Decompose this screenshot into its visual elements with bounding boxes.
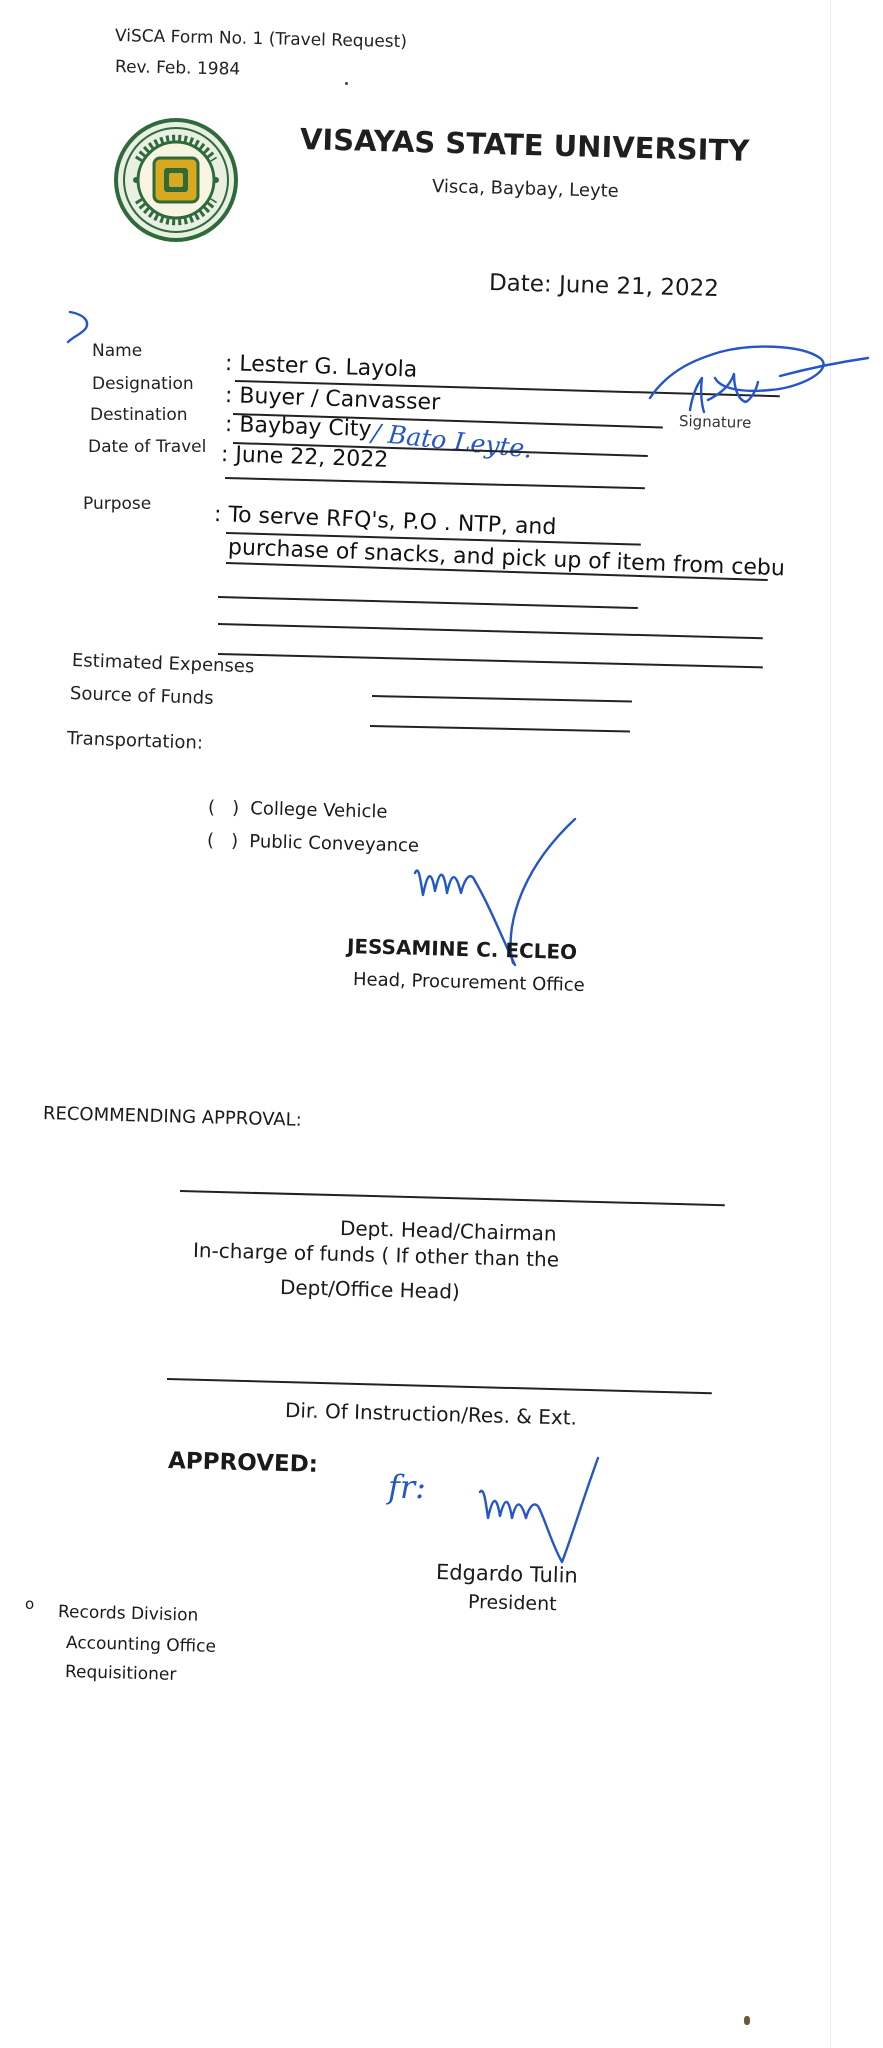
procurement-title: Head, Procurement Office	[352, 969, 585, 997]
name-label: Name	[92, 341, 143, 361]
scan-speck	[744, 2016, 750, 2025]
date-of-travel-label: Date of Travel	[88, 437, 207, 457]
president-name: Edgardo Tulin	[435, 1560, 579, 1588]
distribution-requisitioner: Requisitioner	[64, 1662, 177, 1685]
purpose-line-2: purchase of snacks, and pick up of item from cebu	[227, 535, 786, 582]
paper-sheet	[57, 0, 831, 2048]
president-title: President	[467, 1591, 557, 1616]
destination-value: : Baybay City	[224, 412, 372, 443]
form-code: ViSCA Form No. 1 (Travel Request)	[114, 26, 408, 53]
recommending-approval-label: RECOMMENDING APPROVAL:	[42, 1103, 302, 1131]
approval-handwritten-prefix: fr:	[388, 1468, 426, 1506]
procurement-name: JESSAMINE C. ECLEO	[346, 934, 578, 965]
transportation-label: Transportation:	[66, 728, 204, 754]
college-vehicle-label: College Vehicle	[250, 798, 388, 823]
date-label: Date:	[488, 270, 553, 298]
director-label: Dir. Of Instruction/Res. & Ext.	[284, 1398, 578, 1430]
purpose-label: Purpose	[83, 494, 152, 514]
date-of-travel-value: : June 22, 2022	[220, 442, 389, 473]
signature-label: Signature	[678, 412, 752, 432]
university-address: Visca, Baybay, Leyte	[431, 176, 620, 202]
university-seal	[112, 116, 240, 244]
public-conveyance-checkbox[interactable]: ( )	[206, 830, 239, 852]
destination-label: Destination	[90, 405, 188, 425]
form-revision: Rev. Feb. 1984	[114, 57, 241, 80]
designation-label: Designation	[92, 374, 194, 394]
designation-value: : Buyer / Canvasser	[224, 383, 441, 416]
public-conveyance-label: Public Conveyance	[249, 831, 420, 857]
date-value: June 21, 2022	[558, 271, 720, 303]
purpose-line-1: : To serve RFQ's, P.O . NTP, and	[213, 502, 557, 541]
distribution-bullet: o	[25, 1595, 35, 1613]
destination-handwritten: / Bato Leyte.	[370, 418, 534, 464]
incharge-funds-line-2: Dept/Office Head)	[279, 1275, 461, 1304]
estimated-expenses-label: Estimated Expenses	[71, 650, 255, 678]
distribution-records-division: Records Division	[57, 1602, 199, 1626]
incharge-funds-line-1: In-charge of funds ( If other than the	[192, 1238, 560, 1272]
source-of-funds-label: Source of Funds	[69, 683, 214, 710]
name-value: : Lester G. Layola	[224, 351, 418, 383]
distribution-accounting-office: Accounting Office	[65, 1633, 217, 1657]
college-vehicle-checkbox[interactable]: ( )	[207, 797, 240, 819]
approved-label: APPROVED:	[167, 1448, 319, 1478]
scan-speck	[345, 82, 348, 85]
university-name: VISAYAS STATE UNIVERSITY	[299, 122, 750, 168]
dept-head-label: Dept. Head/Chairman	[339, 1216, 557, 1246]
